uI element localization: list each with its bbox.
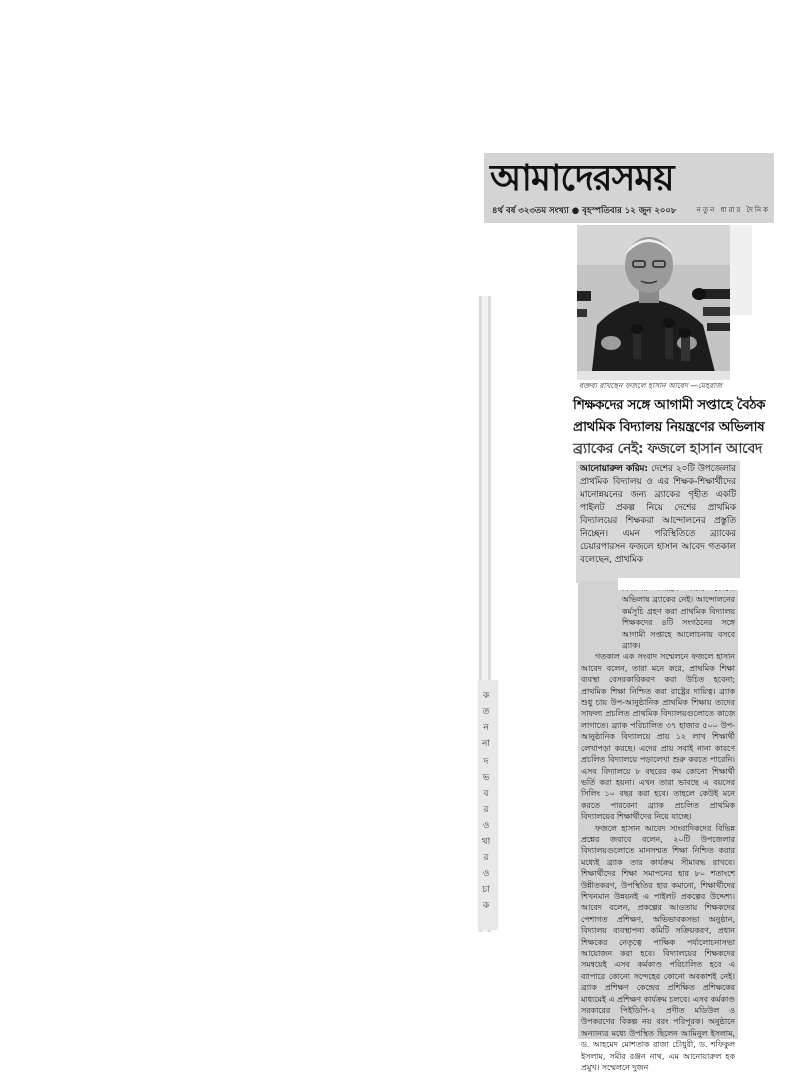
headline-kicker: শিক্ষকদের সঙ্গে আগামী সপ্তাহে বৈঠক [573,397,766,413]
fragment-glyph: দ [483,757,489,767]
press-conference-photo [577,225,730,380]
article-lead [576,461,740,569]
fragment-glyph: ন [483,723,489,733]
fragment-glyph: র [483,853,489,863]
fragment-glyph: ক [482,901,490,911]
headline-sub: ব্র্যাকের নেই: ফজলে হাসান আবেদ [573,441,763,457]
photo-side-margin [730,225,752,315]
byline: আনোয়ারুল করিম: [580,464,648,474]
speaker-illustration [577,225,730,380]
body-paragraph: ফজলে হাসান আবেদ সাংবাদিকদের বিভিন্ন প্রশ্নের জবাবে বলেন, ২০টি উপজেলার বিদ্যালয়গুলোতে মানসম্মত শিক্ষা নিশ্চিত করার মধ্যেই ব্র্যাক তার কার্যক্রম সীমাবদ্ধ রাখবে। শিক্ষার্থীদের শিক্ষা সমাপনের হার ৮০ শতাংশে উন্নীতকরণ, উপস্থিতির হার কমানো, শিক্ষার্থীদের শিখনমান উন্নয়নই এ পাইলট প্রকল্পের উদ্দেশ্য। আবেদ বলেন, প্রকল্পের আওতায় শিক্ষকদের পেশাগত প্রশিক্ষণ, অভিভাবকসভা অনুষ্ঠান, বিদ্যালয় ব্যবস্থাপনা কমিটি সক্রিয়করণ, প্রধান শিক্ষকের নেতৃত্বে পাক্ষিক পর্যালোচনাসভা আয়োজন করা হবে। বিদ্যালয়ের শিক্ষকদের সমন্বয়েই এসব কর্মকাণ্ড পরিচালিত হবে এ ব্যাপারে কোনো সন্দেহের কোনো অবকাশই নেই। ব্র্যাক প্রশিক্ষণ কেন্দ্রের প্রশিক্ষিত প্রশিক্ষকের মাধ্যমেই এ প্রশিক্ষণ কার্যক্রম চলবে। এসব কর্মকাণ্ড সরকারের পিইডিপি-২ প্রণীত মডিউল ও উপকরণের বিকল্প নয় বরং পরিপূরক। অনুষ্ঠানে অন্যান্যর মধ্যে উপস্থিত ছিলেন আমিনুল ইসলাম, ড. আহমেদ মোশতাক রাজা চৌধুরী, ড. শফিকুল ইসলাম, সমীর রঞ্জন নাথ, এম আনোয়ারুল হক প্রমুখ। সম্মেলনে দুজন [581,823,735,1073]
newspaper-masthead [484,153,774,223]
article-lead-column [576,461,740,583]
dateline: ৪র্থ বর্ষ ৩২৩তম সংখ্যা ● বৃহস্পতিবার ১২ জুন ২০০৮ [492,206,677,216]
fragment-glyph: ত [482,707,490,717]
fragment-glyph: ও [482,821,490,831]
fragment-glyph: না [482,739,490,749]
fragment-glyph: ও [482,869,490,879]
fragment-glyph: থা [481,837,491,847]
fragment-glyph: ব [483,789,489,799]
side-text-fragment [478,680,498,930]
body-paragraph: গতকাল এক সংবাদ সম্মেলনে ফজলে হাসান আবেদ বলেন, তারা মনে করে, প্রাথমিক শিক্ষা ব্যবস্থা বেসরকারিকরণ করা উচিত হবেনা; প্রাথমিক শিক্ষা নিশ্চিত করা রাষ্ট্রের দায়িত্ব। ব্র্যাক শুধু চায় উপ-আনুষ্ঠানিক প্রাথমিক শিক্ষায় তাদের সাফল্য প্রচলিত প্রাথমিক বিদ্যালয়গুলোতে কাজে লাগাতে। ব্র্যাক পরিচালিত ৩৭ হাজার ৫০০ উপ-আনুষ্ঠানিক বিদ্যালয়ে প্রায় ১২ লাখ শিক্ষার্থী লেখাপড়া করছে। এদের প্রায় সবাই নানা কারণে প্রচলিত বিদ্যালয়ে পড়ালেখা শুরু করতে পারেনি। এসব বিদ্যালয়ে ৮ বছরের কম কোনো শিক্ষার্থী ভর্তি করা হয়না। এখন তারা ভাবছে এ বয়সের সিলিং ১০ বছর করা হবে। তাহলে কেউই মনে করতে পারবেনা ব্র্যাক প্রচলিত প্রাথমিক বিদ্যালয়ের শিক্ষার্থীদের নিয়ে যাচ্ছে। [581,652,735,822]
fragment-glyph: চা [482,885,490,895]
lead-text: দেশের ২০টি উপজেলার প্রাথমিক বিদ্যালয় ও এর শিক্ষক-শিক্ষার্থীদের মানোন্নয়নের জন্য ব্র্যাকের গৃহীত একটি পাইলট প্রকল্প নিয়ে দেশের প্রাথমিক বিদ্যালয়ের শিক্ষকরা আন্দোলনের প্রস্তুতি নিচ্ছেন। এমন পরিস্থিতিতে ব্র্যাকের চেয়ারপারসন ফজলে হাসান আবেদ গতকাল বলেছেন, প্রাথমিক [580,464,736,565]
fragment-glyph: ভ [482,773,490,783]
photo-caption: বক্তব্য রাখছেন ফজলে হাসান আবেদ —মেহরাজ [579,381,723,390]
newspaper-name: আমাদেরসময় [490,157,674,199]
body-paragraph: অভিলাষ ব্র্যাকের নেই। আন্দোলনের কর্মসূচি গ্রহণ করা প্রাথমিক বিদ্যালয় শিক্ষকদের ৪টি সংগঠনের সঙ্গে আগামী সপ্তাহে আলোচনায় বসবে ব্র্যাক। [622,595,735,651]
tagline: নতুন ধারার দৈনিক [696,206,770,214]
fragment-glyph: ক [482,691,490,701]
article-body-column [578,581,738,1073]
headline-main: প্রাথমিক বিদ্যালয় নিয়ন্ত্রণের অভিলাষ [573,419,765,435]
fragment-glyph: র [483,805,489,815]
column-gap [618,578,740,590]
